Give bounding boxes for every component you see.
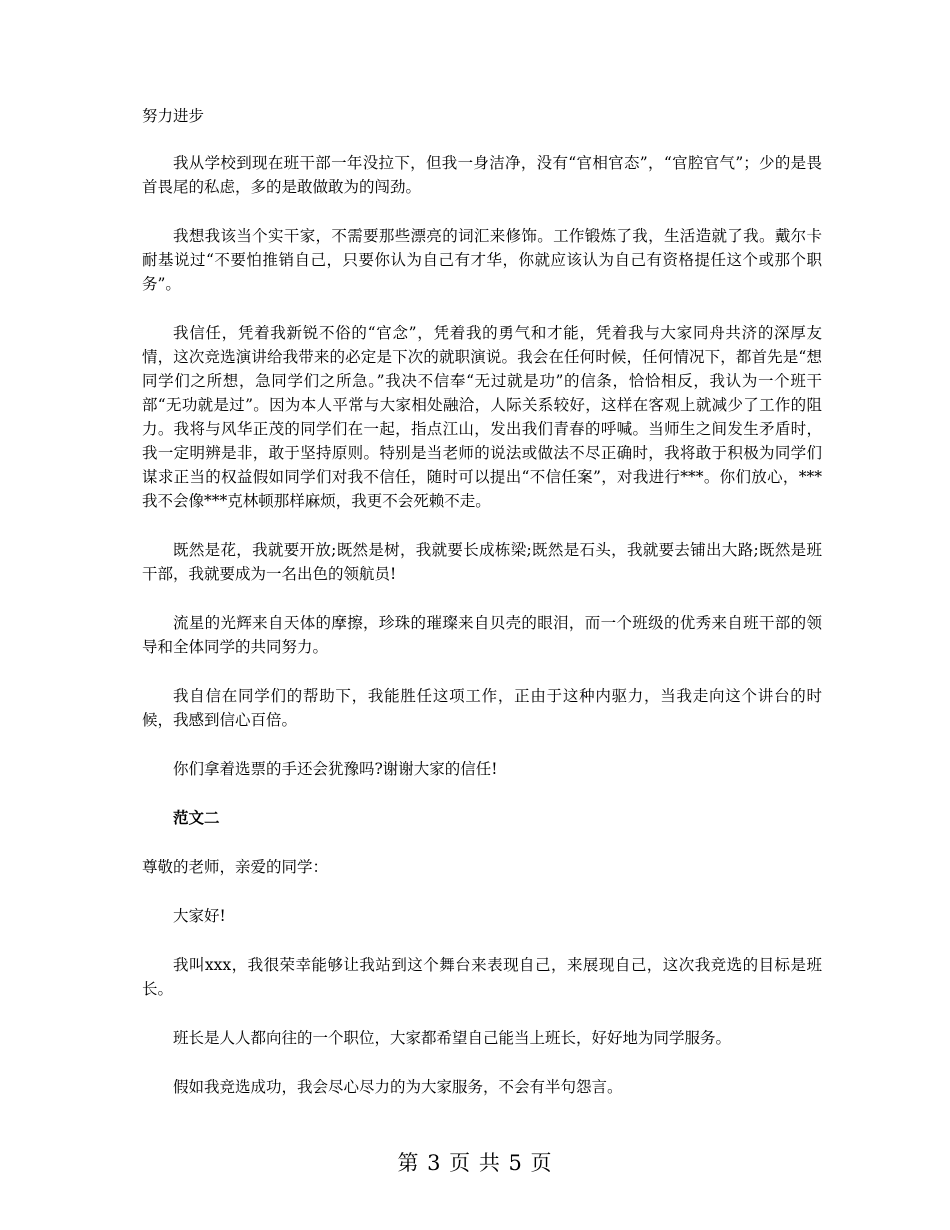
greeting: 大家好! [173,907,226,925]
document-body [142,104,822,1124]
paragraph: 我从学校到现在班干部一年没拉下，但我一身洁净，没有“官相官态”，“官腔官气”；少的是畏首畏尾的私虑，多的是敢做敢为的闯劲。 [142,154,822,196]
paragraph: 我叫xxx，我很荣幸能够让我站到这个舞台来表现自己，来展现自己，这次我竞选的目标是班长。 [142,956,822,998]
salutation: 尊敬的老师，亲爱的同学： [142,858,329,876]
page-number-footer: 第 3 页 共 5 页 [397,1151,553,1175]
paragraph: 你们拿着选票的手还会犹豫吗?谢谢大家的信任! [173,760,498,778]
paragraph: 流星的光辉来自天体的摩擦，珍珠的璀璨来自贝壳的眼泪，而一个班级的优秀来自班干部的领导和全体同学的共同努力。 [142,614,822,656]
paragraph-continuation: 努力进步 [142,107,205,125]
paragraph: 我自信在同学们的帮助下，我能胜任这项工作，正由于这种内驱力，当我走向这个讲台的时候，我感到信心百倍。 [142,687,822,729]
paragraph: 既然是花，我就要开放;既然是树，我就要长成栋梁;既然是石头，我就要去铺出大路;既然是班干部，我就要成为一名出色的领航员! [142,541,822,583]
paragraph: 假如我竞选成功，我会尽心尽力的为大家服务，不会有半句怨言。 [173,1078,623,1096]
paragraph: 我信任，凭着我新锐不俗的“官念”，凭着我的勇气和才能，凭着我与大家同舟共济的深厚友情，这次竞选演讲给我带来的必定是下次的就职演说。我会在任何时候，任何情况下，都首先是“想同学们之所想，急同学们之所急。”我决不信奉“无过就是功”的信条，恰恰相反，我认为一个班干部“无功就是过”。因为本人平常与大家相处融洽，人际关系较好，这样在客观上就减少了工作的阻力。我将与风华正茂的同学们在一起，指点江山，发出我们青春的呼喊。当师生之间发生矛盾时，我一定明辨是非，敢于坚持原则。特别是当老师的说法或做法不尽正确时，我将敢于积极为同学们谋求正当的权益假如同学们对我不信任，随时可以提出“不信任案”，对我进行***。你们放心，***我不会像***克林顿那样麻烦，我更不会死赖不走。 [142,324,822,510]
paragraph: 班长是人人都向往的一个职位，大家都希望自己能当上班长，好好地为同学服务。 [173,1029,732,1047]
paragraph: 我想我该当个实干家，不需要那些漂亮的词汇来修饰。工作锻炼了我，生活造就了我。戴尔卡耐基说过“不要怕推销自己，只要你认为自己有才华，你就应该认为自己有资格提任这个或那个职务”。 [142,227,822,293]
section-heading: 范文二 [173,808,220,827]
